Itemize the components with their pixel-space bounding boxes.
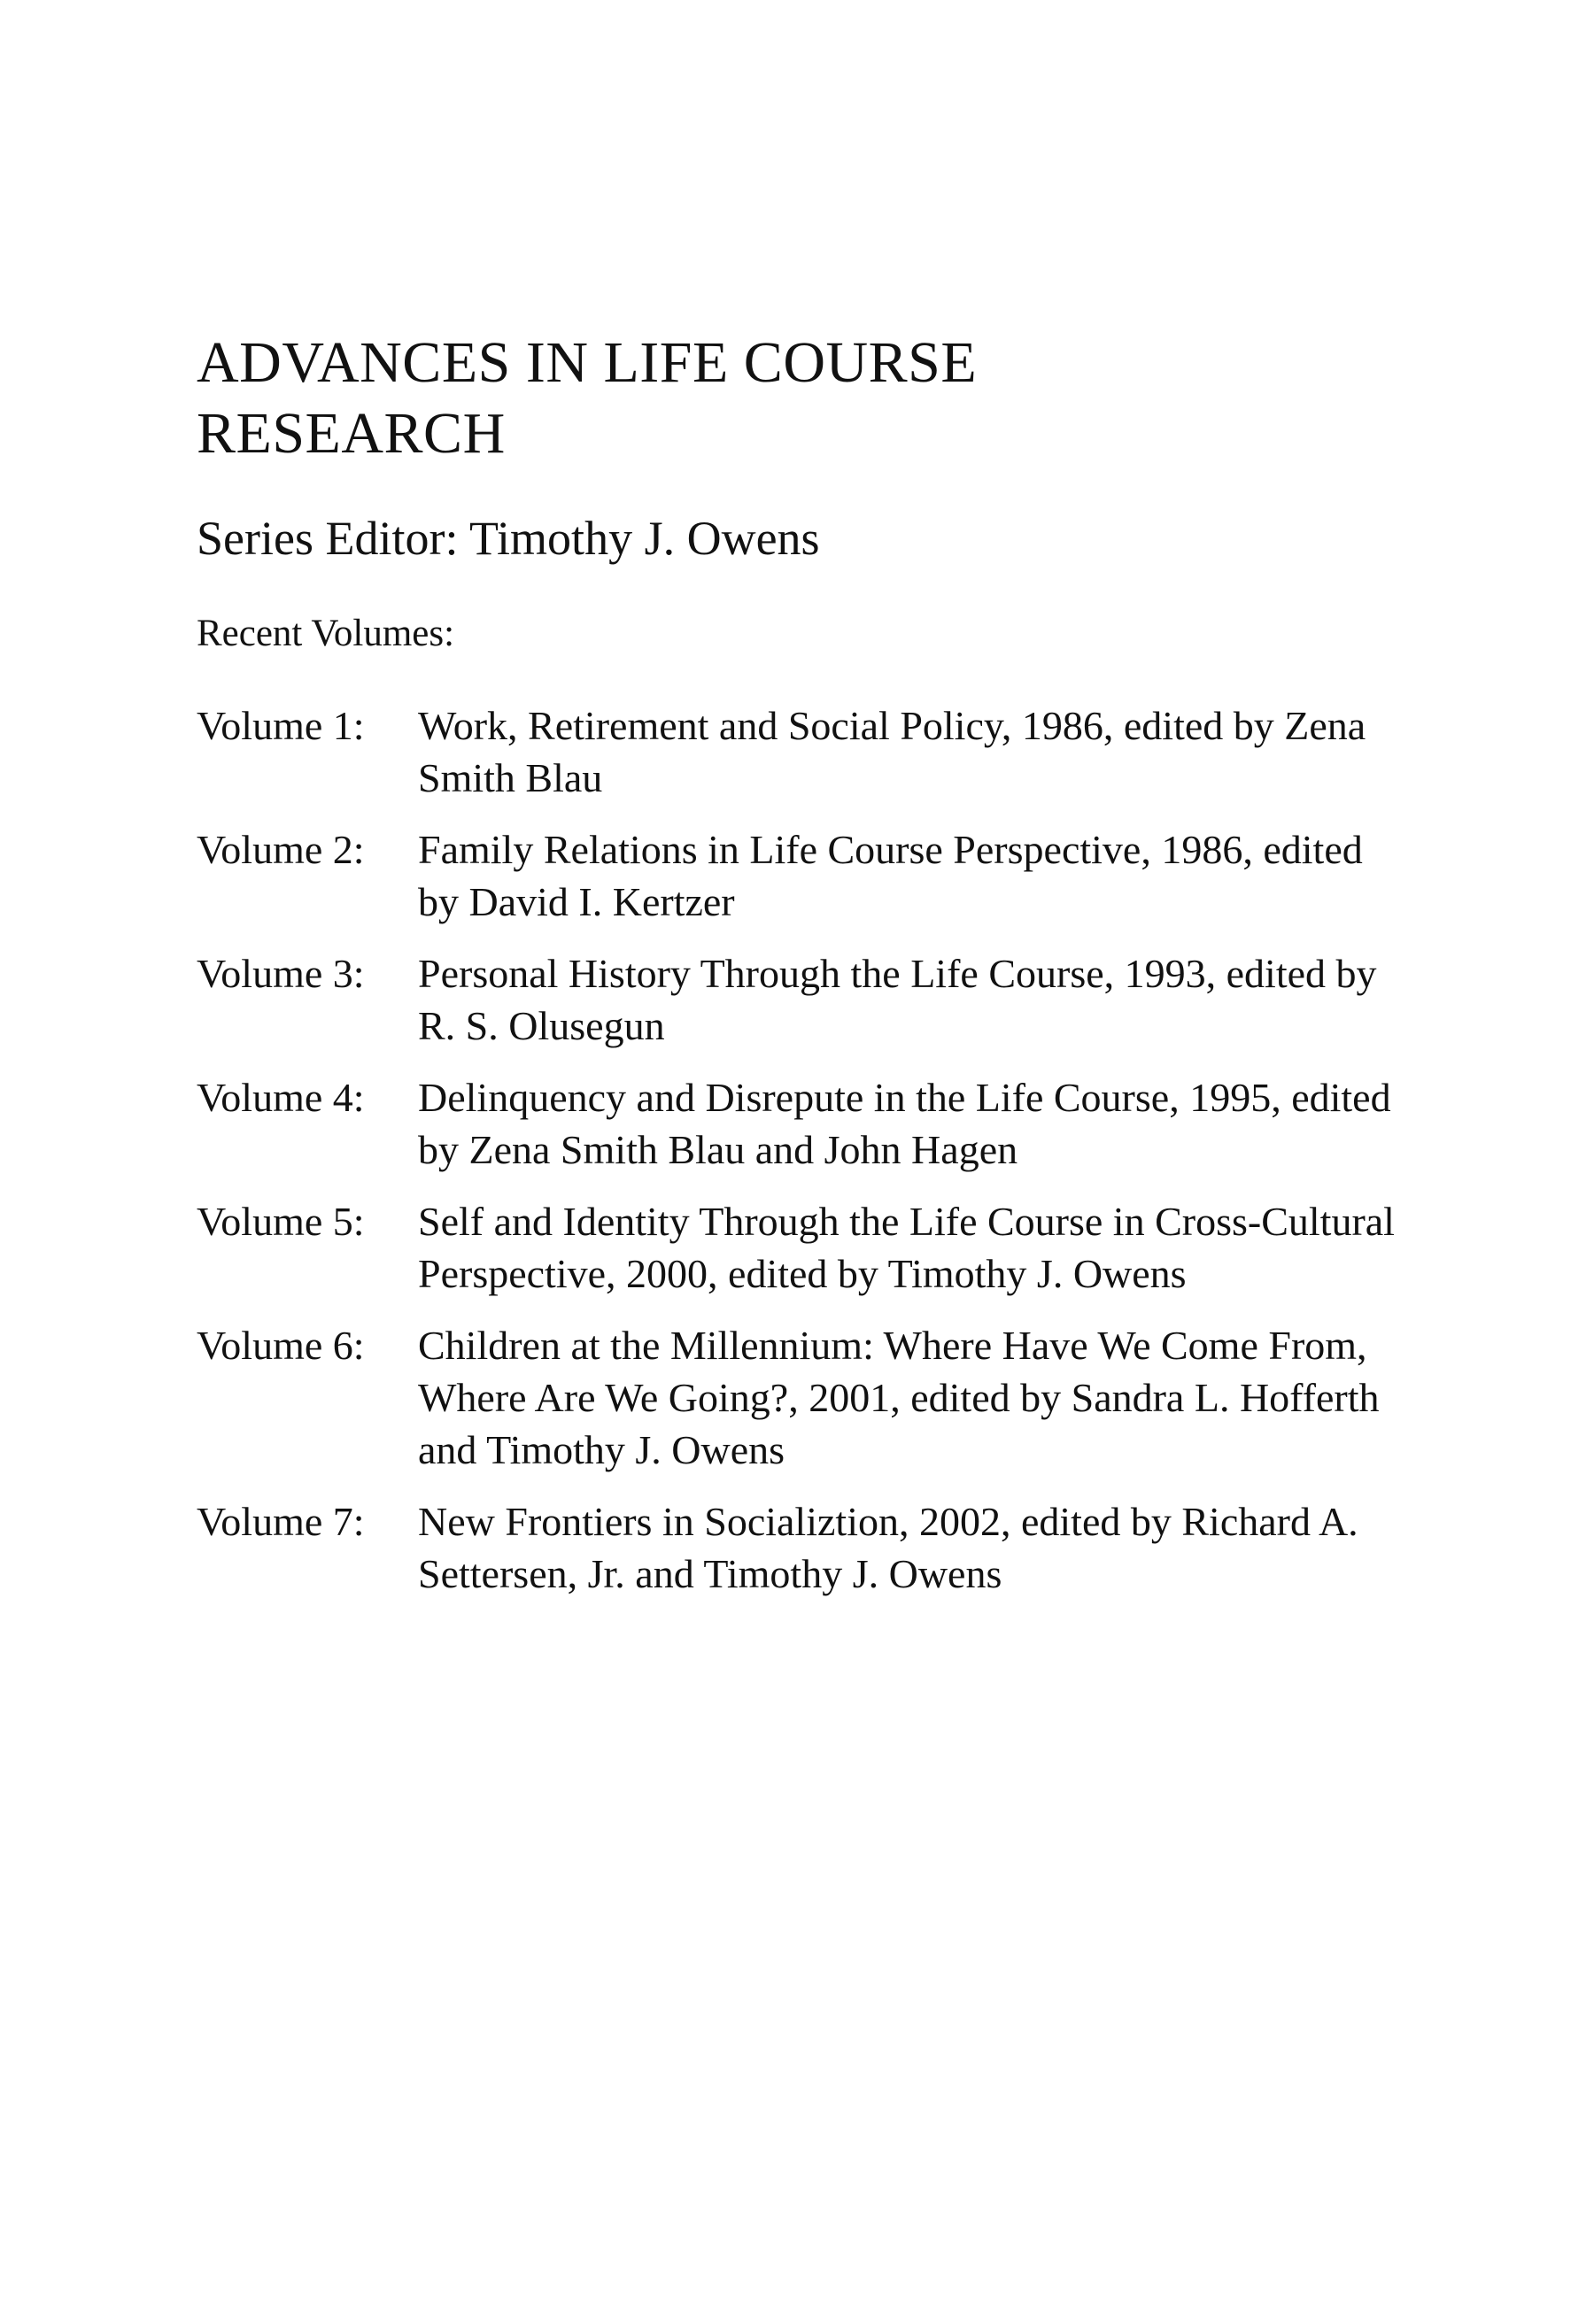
volume-item	[197, 1319, 1436, 1476]
volume-label: Volume 1:	[197, 703, 365, 748]
volume-label: Volume 7:	[197, 1499, 365, 1544]
volume-item	[197, 1195, 1436, 1300]
volume-item	[197, 699, 1436, 804]
series-title: ADVANCES IN LIFE COURSE RESEARCH	[197, 330, 978, 466]
series-page	[197, 328, 1436, 1619]
volume-list	[197, 699, 1436, 1600]
volume-item	[197, 823, 1436, 928]
volume-description: Children at the Millennium: Where Have We Come From, Where Are We Going?, 2001, edited by Sandra L. Hofferth and Timothy J. Owens	[418, 1323, 1380, 1472]
series-editor: Series Editor: Timothy J. Owens	[197, 512, 820, 565]
volume-description: Family Relations in Life Course Perspective, 1986, edited by David I. Kertzer	[418, 827, 1363, 924]
volume-label: Volume 2:	[197, 827, 365, 872]
volume-item	[197, 947, 1436, 1052]
volume-description: Delinquency and Disrepute in the Life Course, 1995, edited by Zena Smith Blau and John Hagen	[418, 1075, 1391, 1172]
volume-description: Work, Retirement and Social Policy, 1986, edited by Zena Smith Blau	[418, 703, 1366, 800]
volume-description: Self and Identity Through the Life Course in Cross-Cultural Perspective, 2000, edited by Timothy J. Owens	[418, 1199, 1395, 1296]
volume-label: Volume 3:	[197, 951, 365, 996]
volume-label: Volume 6:	[197, 1323, 365, 1368]
volume-description: New Frontiers in Socializtion, 2002, edited by Richard A. Settersen, Jr. and Timothy J. Owens	[418, 1499, 1358, 1596]
recent-volumes-label: Recent Volumes:	[197, 613, 455, 654]
volume-item	[197, 1495, 1436, 1600]
volume-description: Personal History Through the Life Course, 1993, edited by R. S. Olusegun	[418, 951, 1377, 1048]
volume-label: Volume 5:	[197, 1199, 365, 1244]
volume-item	[197, 1071, 1436, 1176]
volume-label: Volume 4:	[197, 1075, 365, 1120]
